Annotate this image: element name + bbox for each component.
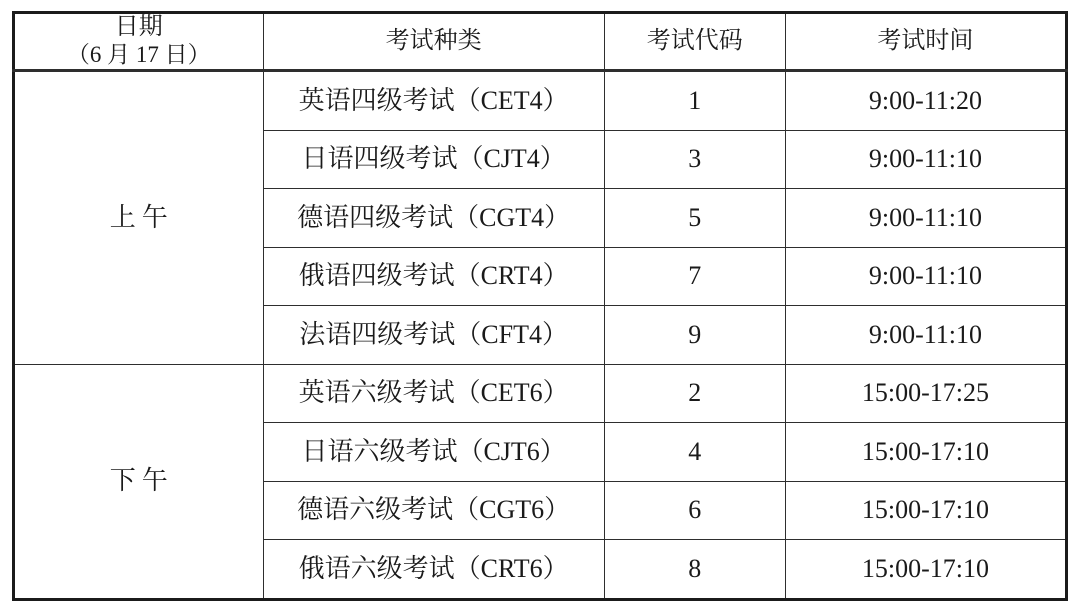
exam-time-cell: 9:00-11:10 <box>785 306 1066 365</box>
exam-code-cell: 3 <box>604 130 785 189</box>
header-date-label: 日期 <box>114 14 163 41</box>
header-exam-code: 考试代码 <box>604 13 785 71</box>
header-exam-time: 考试时间 <box>785 13 1066 71</box>
exam-type-cell: 俄语六级考试（CRT6） <box>263 540 604 600</box>
exam-code-cell: 2 <box>604 364 785 423</box>
exam-time-cell: 9:00-11:20 <box>785 71 1066 131</box>
exam-code-cell: 7 <box>604 247 785 306</box>
header-date-value: （6 月 17 日） <box>66 42 211 68</box>
exam-type-cell: 英语四级考试（CET4） <box>263 71 604 131</box>
exam-code-cell: 1 <box>604 71 785 131</box>
exam-time-cell: 15:00-17:10 <box>785 481 1066 540</box>
exam-type-cell: 俄语四级考试（CRT4） <box>263 247 604 306</box>
exam-code-cell: 6 <box>604 481 785 540</box>
table-row <box>14 364 1067 423</box>
exam-type-cell: 日语六级考试（CJT6） <box>263 423 604 482</box>
exam-time-cell: 9:00-11:10 <box>785 130 1066 189</box>
exam-code-cell: 9 <box>604 306 785 365</box>
exam-code-cell: 5 <box>604 189 785 248</box>
header-exam-type: 考试种类 <box>263 13 604 71</box>
exam-time-cell: 15:00-17:10 <box>785 540 1066 600</box>
exam-code-cell: 8 <box>604 540 785 600</box>
exam-type-cell: 德语四级考试（CGT4） <box>263 189 604 248</box>
exam-type-cell: 英语六级考试（CET6） <box>263 364 604 423</box>
exam-type-cell: 法语四级考试（CFT4） <box>263 306 604 365</box>
exam-time-cell: 15:00-17:10 <box>785 423 1066 482</box>
exam-schedule-table <box>12 11 1068 601</box>
exam-type-cell: 德语六级考试（CGT6） <box>263 481 604 540</box>
period-cell-morning: 上午 <box>14 71 264 365</box>
exam-type-cell: 日语四级考试（CJT4） <box>263 130 604 189</box>
exam-time-cell: 9:00-11:10 <box>785 189 1066 248</box>
exam-code-cell: 4 <box>604 423 785 482</box>
exam-time-cell: 9:00-11:10 <box>785 247 1066 306</box>
table-row <box>14 71 1067 131</box>
period-cell-afternoon: 下午 <box>14 364 264 599</box>
exam-time-cell: 15:00-17:25 <box>785 364 1066 423</box>
header-row <box>14 13 1067 71</box>
header-date-cell <box>14 13 264 71</box>
